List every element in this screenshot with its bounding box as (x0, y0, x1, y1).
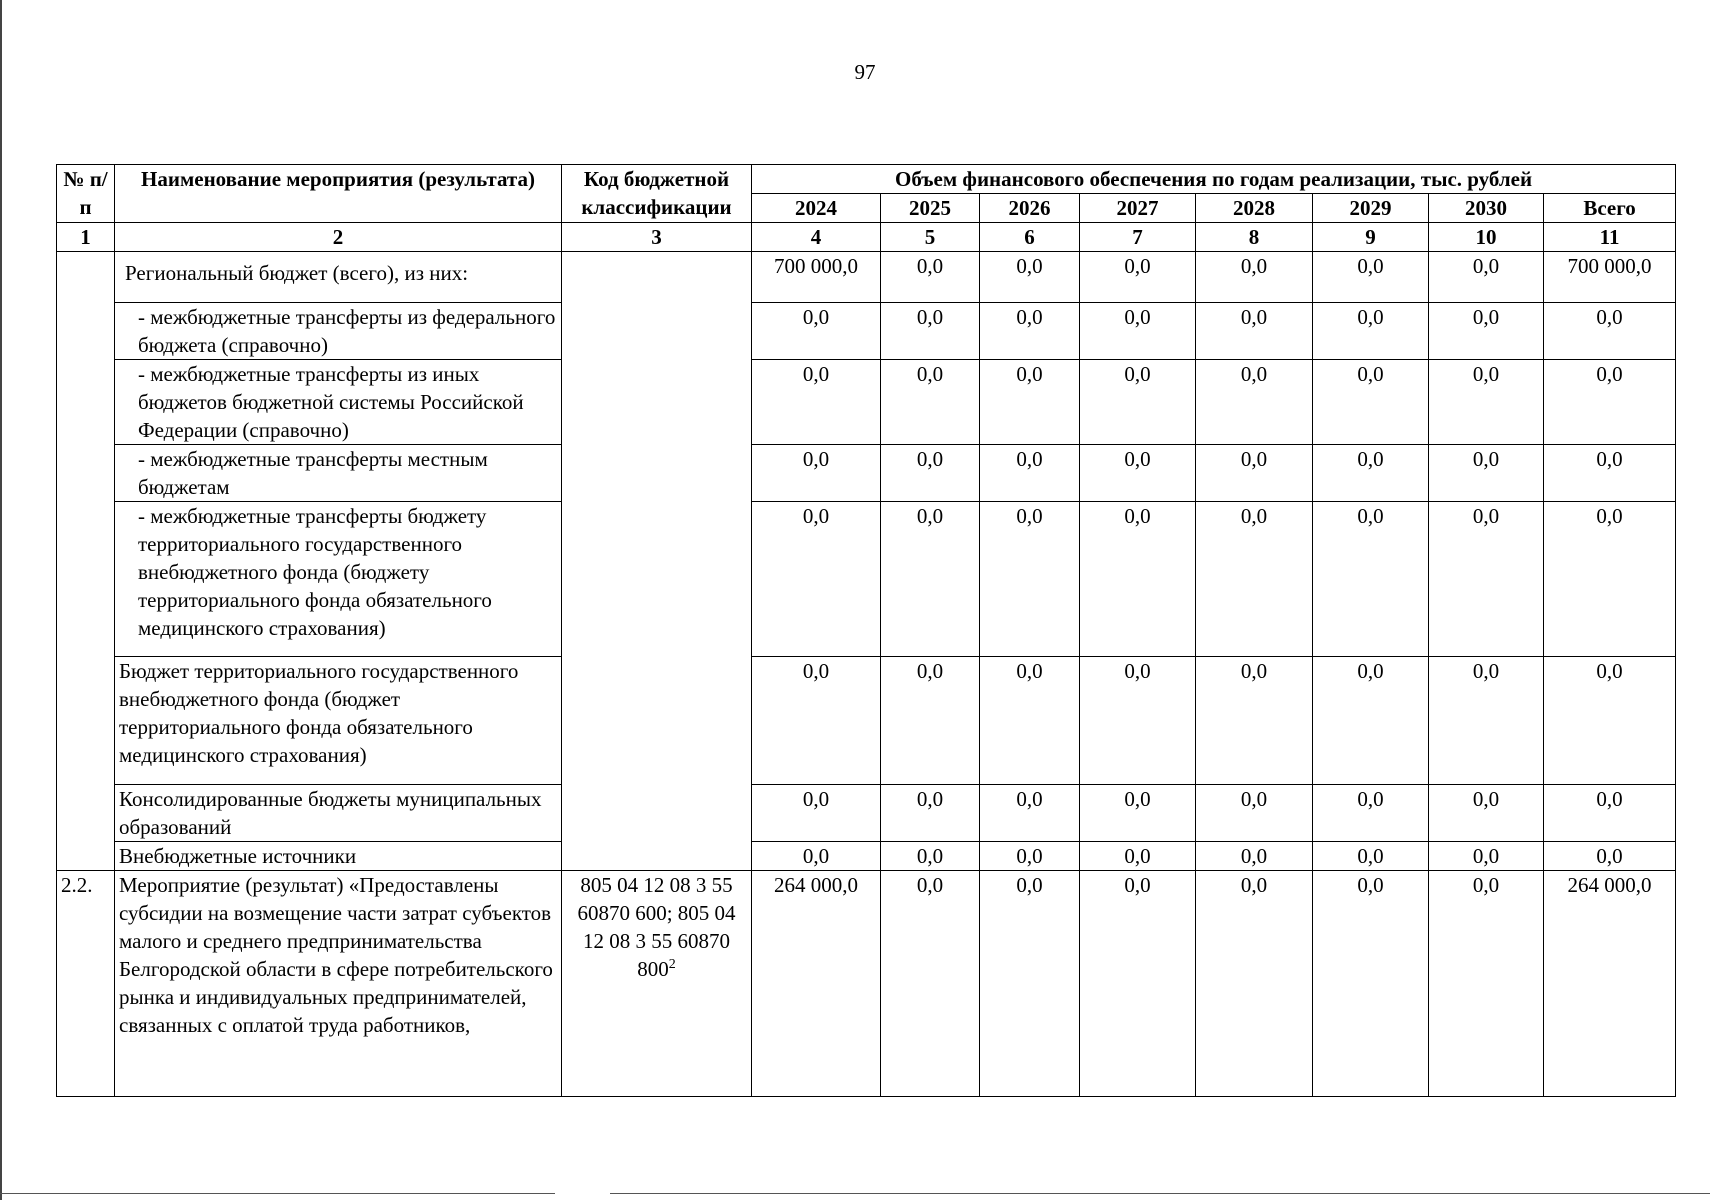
value-cell: 0,0 (980, 360, 1080, 445)
value-cell: 0,0 (1544, 445, 1676, 502)
value-cell: 0,0 (980, 657, 1080, 785)
column-number: 7 (1080, 223, 1196, 252)
page-edge-line (0, 0, 2, 1200)
header-year: 2024 (752, 194, 881, 223)
value-cell: 0,0 (1429, 360, 1544, 445)
value-cell: 0,0 (881, 445, 980, 502)
value-cell: 0,0 (1196, 785, 1313, 842)
bottom-rule-left (0, 1193, 555, 1194)
header-code: Код бюджетной классификации (562, 165, 752, 223)
value-cell: 0,0 (752, 303, 881, 360)
value-cell: 0,0 (1544, 785, 1676, 842)
column-number: 5 (881, 223, 980, 252)
budget-row (57, 252, 1676, 303)
value-cell: 0,0 (1429, 842, 1544, 871)
value-cell: 0,0 (1196, 842, 1313, 871)
row-name: Региональный бюджет (всего), из них: (115, 252, 562, 303)
value-cell: 0,0 (980, 252, 1080, 303)
header-total: Всего (1544, 194, 1676, 223)
value-cell: 700 000,0 (752, 252, 881, 303)
event-value-cell: 0,0 (1313, 871, 1429, 1097)
value-cell: 0,0 (1429, 445, 1544, 502)
event-value-cell: 264 000,0 (752, 871, 881, 1097)
event-value-cell: 0,0 (980, 871, 1080, 1097)
value-cell: 0,0 (752, 502, 881, 657)
header-row-1 (57, 165, 1676, 194)
value-cell: 0,0 (1196, 502, 1313, 657)
value-cell: 0,0 (1429, 303, 1544, 360)
value-cell: 0,0 (881, 785, 980, 842)
column-number: 3 (562, 223, 752, 252)
value-cell: 0,0 (1080, 445, 1196, 502)
value-cell: 0,0 (1429, 785, 1544, 842)
value-cell: 0,0 (1313, 360, 1429, 445)
header-year: 2026 (980, 194, 1080, 223)
header-year: 2027 (1080, 194, 1196, 223)
header-year: 2028 (1196, 194, 1313, 223)
event-value-cell: 0,0 (1196, 871, 1313, 1097)
budget-row (57, 785, 1676, 842)
value-cell: 0,0 (1313, 502, 1429, 657)
row-name: Консолидированные бюджеты муниципальных образований (115, 785, 562, 842)
value-cell: 0,0 (1080, 657, 1196, 785)
value-cell: 0,0 (1080, 252, 1196, 303)
budget-row (57, 445, 1676, 502)
budget-row (57, 842, 1676, 871)
value-cell: 0,0 (1080, 303, 1196, 360)
value-cell: 0,0 (1544, 360, 1676, 445)
value-cell: 0,0 (1080, 785, 1196, 842)
column-number: 10 (1429, 223, 1544, 252)
value-cell: 0,0 (752, 842, 881, 871)
header-volume: Объем финансового обеспечения по годам реализации, тыс. рублей (752, 165, 1676, 194)
column-number: 2 (115, 223, 562, 252)
value-cell: 700 000,0 (1544, 252, 1676, 303)
column-numbers-row (57, 223, 1676, 252)
num-cell-empty (57, 252, 115, 871)
value-cell: 0,0 (1080, 842, 1196, 871)
event-value-cell: 0,0 (1080, 871, 1196, 1097)
value-cell: 0,0 (1313, 252, 1429, 303)
header-num: № п/п (57, 165, 115, 223)
footnote-marker: 2 (668, 957, 676, 972)
budget-row (57, 360, 1676, 445)
value-cell: 0,0 (1196, 303, 1313, 360)
column-number: 11 (1544, 223, 1676, 252)
event-row (57, 871, 1676, 1097)
event-value-cell: 264 000,0 (1544, 871, 1676, 1097)
value-cell: 0,0 (1544, 842, 1676, 871)
event-value-cell: 0,0 (1429, 871, 1544, 1097)
value-cell: 0,0 (980, 785, 1080, 842)
value-cell: 0,0 (1544, 657, 1676, 785)
header-year: 2029 (1313, 194, 1429, 223)
event-name: Мероприятие (результат) «Предоставлены субсидии на возмещение части затрат субъектов малого и среднего предпринимательства Белгородской области в сфере потребительского рынка и индивидуальных предпринимателей, связанных с оплатой труда работников, (115, 871, 562, 1097)
value-cell: 0,0 (1544, 303, 1676, 360)
value-cell: 0,0 (980, 502, 1080, 657)
value-cell: 0,0 (1080, 360, 1196, 445)
value-cell: 0,0 (1196, 252, 1313, 303)
budget-row (57, 502, 1676, 657)
table-body (57, 165, 1676, 1097)
header-year: 2030 (1429, 194, 1544, 223)
event-value-cell: 0,0 (881, 871, 980, 1097)
value-cell: 0,0 (881, 502, 980, 657)
value-cell: 0,0 (1313, 303, 1429, 360)
value-cell: 0,0 (881, 657, 980, 785)
bottom-rule-right (610, 1193, 1710, 1194)
event-number: 2.2. (57, 871, 115, 1097)
value-cell: 0,0 (752, 657, 881, 785)
value-cell: 0,0 (1313, 785, 1429, 842)
value-cell: 0,0 (1196, 360, 1313, 445)
financing-table (56, 164, 1676, 1097)
row-name: - межбюджетные трансферты местным бюджетам (115, 445, 562, 502)
value-cell: 0,0 (881, 842, 980, 871)
row-name: - межбюджетные трансферты бюджету территориального государственного внебюджетного фонда (бюджету территориального фонда обязательного медицинского страхования) (115, 502, 562, 657)
row-name: Бюджет территориального государственного внебюджетного фонда (бюджет территориального фонда обязательного медицинского страхования) (115, 657, 562, 785)
value-cell: 0,0 (1196, 445, 1313, 502)
value-cell: 0,0 (980, 303, 1080, 360)
value-cell: 0,0 (1429, 657, 1544, 785)
header-year: 2025 (881, 194, 980, 223)
code-cell-empty (562, 252, 752, 871)
column-number: 8 (1196, 223, 1313, 252)
value-cell: 0,0 (1429, 502, 1544, 657)
row-name: Внебюджетные источники (115, 842, 562, 871)
value-cell: 0,0 (980, 842, 1080, 871)
column-number: 6 (980, 223, 1080, 252)
value-cell: 0,0 (1313, 657, 1429, 785)
value-cell: 0,0 (881, 303, 980, 360)
page-number: 97 (854, 60, 876, 84)
value-cell: 0,0 (1544, 502, 1676, 657)
value-cell: 0,0 (752, 785, 881, 842)
budget-row (57, 657, 1676, 785)
value-cell: 0,0 (1313, 842, 1429, 871)
value-cell: 0,0 (881, 252, 980, 303)
value-cell: 0,0 (980, 445, 1080, 502)
value-cell: 0,0 (1196, 657, 1313, 785)
value-cell: 0,0 (752, 445, 881, 502)
column-number: 1 (57, 223, 115, 252)
event-code-cell (562, 871, 752, 1097)
column-number: 4 (752, 223, 881, 252)
value-cell: 0,0 (1080, 502, 1196, 657)
row-name: - межбюджетные трансферты из федерального бюджета (справочно) (115, 303, 562, 360)
value-cell: 0,0 (752, 360, 881, 445)
budget-row (57, 303, 1676, 360)
header-name: Наименование мероприятия (результата) (115, 165, 562, 223)
column-number: 9 (1313, 223, 1429, 252)
value-cell: 0,0 (881, 360, 980, 445)
value-cell: 0,0 (1429, 252, 1544, 303)
value-cell: 0,0 (1313, 445, 1429, 502)
row-name: - межбюджетные трансферты из иных бюджетов бюджетной системы Российской Федерации (справочно) (115, 360, 562, 445)
event-code: 805 04 12 08 3 55 60870 600; 805 04 12 08 3 55 60870 800 (577, 873, 736, 981)
